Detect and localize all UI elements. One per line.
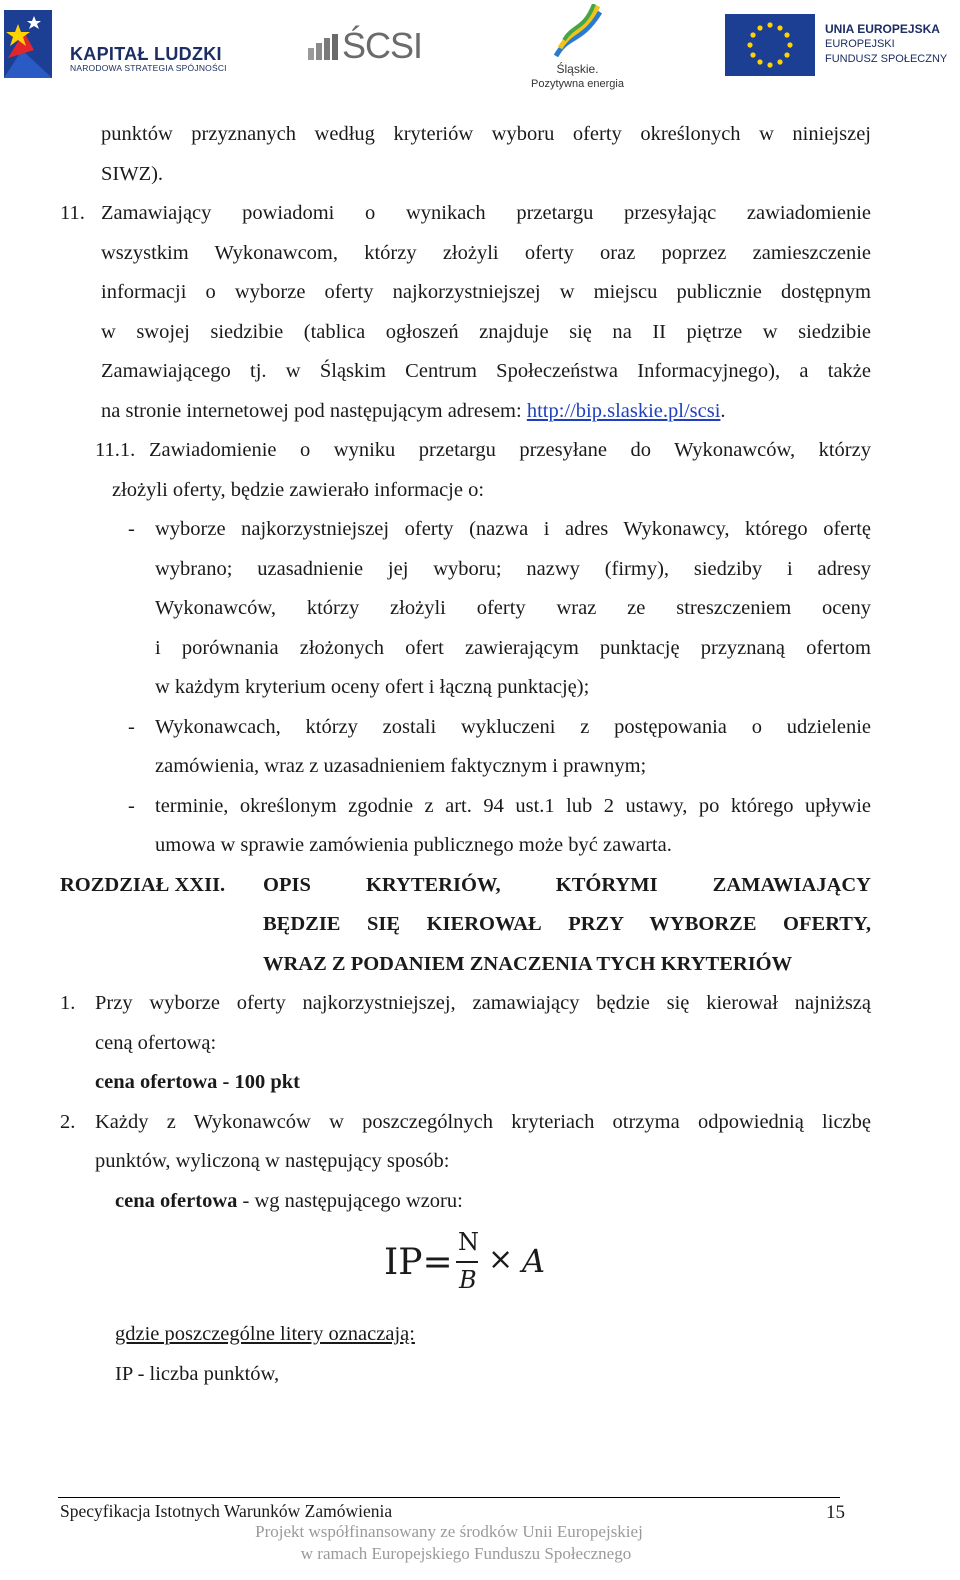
bullet-3-dash: - (128, 795, 135, 817)
c2-line-1: Każdy z Wykonawców w poszczególnych kryteriach otrzyma odpowiednią liczbę (95, 1111, 871, 1133)
p11-line-1: Zamawiający powiadomi o wynikach przetargu przesyłając zawiadomienie (101, 202, 871, 224)
eu-line1: UNIA EUROPEJSKA (825, 22, 940, 36)
p11-line-2: wszystkim Wykonawcom, którzy złożyli oferty oraz poprzez zamieszczenie (101, 242, 871, 264)
bullet-1-dash: - (128, 518, 135, 540)
c2-line-2: punktów, wyliczoną w następujący sposób: (95, 1150, 450, 1172)
footer-divider (58, 1497, 840, 1498)
scsi-bars-icon (308, 34, 342, 60)
p11-line-3: informacji o wyborze oferty najkorzystniejszej w miejscu publicznie dostępnym (101, 281, 871, 303)
p11-line-4: w swojej siedzibie (tablica ogłoszeń znajduje się na II piętrze w siedzibie (101, 321, 871, 343)
slaskie-logo (520, 4, 635, 92)
p10-line-1: punktów przyznanych według kryteriów wyboru oferty określonych w niniejszej (101, 123, 871, 145)
slaskie-subtitle: Pozytywna energia (531, 78, 624, 90)
c1-line-1: Przy wyborze oferty najkorzystniejszej, zamawiający będzie się kierował najniższą (95, 992, 871, 1014)
formula-lhs: IP= (384, 1242, 453, 1283)
c2-criterion-rest: - wg następującego wzoru: (237, 1190, 463, 1212)
kapital-ludzki-title: KAPITAŁ LUDZKI (70, 44, 222, 64)
formula-factor: A (522, 1242, 546, 1280)
p11-line-6 (101, 396, 726, 426)
header-logos (0, 0, 960, 100)
kapital-ludzki-subtitle: NARODOWA STRATEGIA SPÓJNOŚCI (70, 63, 227, 73)
points-formula (384, 1228, 554, 1298)
bullet-3-line-2: umowa w sprawie zamówienia publicznego może być zawarta. (155, 834, 672, 856)
formula-denominator: B (459, 1266, 477, 1294)
footer-note-line-2: w ramach Europejskiego Funduszu Społecznego (300, 1544, 632, 1563)
p111-line-2: złożyli oferty, będzie zawierało informacje o: (112, 479, 485, 501)
bullet-2-line-1: Wykonawcach, którzy zostali wykluczeni z postępowania o udzielenie (155, 716, 871, 738)
p11-line-5: Zamawiającego tj. w Śląskim Centrum Społeczeństwa Informacyjnego), a także (101, 360, 871, 382)
bullet-1-line-4: i porównania złożonych ofert zawierającym punktację przyznaną ofertom (155, 637, 871, 659)
footer-doc-title: Specyfikacja Istotnych Warunków Zamówienia (60, 1501, 393, 1521)
bullet-3-line-1: terminie, określonym zgodnie z art. 94 ust.1 lub 2 ustawy, po którego upływie (155, 795, 871, 817)
c1-criterion: cena ofertowa - 100 pkt (95, 1071, 300, 1093)
footer-page-number: 15 (826, 1502, 845, 1523)
bullet-1-line-1: wyborze najkorzystniejszej oferty (nazwa i adres Wykonawcy, którego ofertę (155, 518, 871, 540)
kapital-ludzki-flag-icon (4, 10, 52, 78)
c1-line-2: ceną ofertową: (95, 1032, 217, 1054)
bip-link[interactable]: http://bip.slaskie.pl/scsi (526, 400, 721, 422)
formula-times: × (488, 1242, 514, 1277)
c1-number: 1. (60, 992, 76, 1014)
p111-line-1: Zawiadomienie o wyniku przetargu przesyłane do Wykonawców, którzy (149, 439, 871, 461)
scsi-text: ŚCSI (342, 25, 423, 66)
eu-logo (725, 14, 955, 76)
bullet-1-line-3: Wykonawców, którzy złożyli oferty wraz ze streszczeniem oceny (155, 597, 871, 619)
scsi-logo (308, 26, 440, 66)
bullet-1-line-5: w każdym kryterium oceny ofert i łączną punktację); (155, 676, 590, 698)
bullet-1-line-2: wybrano; uzasadnienie jej wyboru; nazwy (firmy), siedziby i adresy (155, 558, 871, 580)
chapter-title-line-2: BĘDZIE SIĘ KIEROWAŁ PRZY WYBORZE OFERTY, (263, 913, 871, 935)
formula-fraction-bar (456, 1261, 478, 1263)
slaskie-title: Śląskie. (556, 62, 599, 76)
c2-number: 2. (60, 1111, 76, 1133)
eu-line3: FUNDUSZ SPOŁECZNY (825, 53, 948, 65)
p11-line-6-end: . (720, 400, 726, 422)
eu-flag-icon (725, 14, 815, 76)
c2-criterion-name: cena ofertowa (115, 1190, 238, 1212)
bullet-2-dash: - (128, 716, 135, 738)
p11-line-6-text: na stronie internetowej pod następującym adresem: (101, 400, 527, 422)
kapital-ludzki-logo (4, 10, 254, 82)
footer-note-line-1: Projekt współfinansowany ze środków Unii Europejskiej (255, 1522, 643, 1541)
p111-number: 11.1. (95, 439, 136, 461)
chapter-title-line-3: WRAZ Z PODANIEM ZNACZENIA TYCH KRYTERIÓW (263, 953, 793, 975)
slaskie-wave-icon (550, 4, 606, 62)
bullet-2-line-2: zamówienia, wraz z uzasadnieniem faktycznym i prawnym; (155, 755, 647, 777)
c2-criterion-line (115, 1186, 463, 1216)
eu-line2: EUROPEJSKI (825, 38, 895, 50)
chapter-title-line-1: OPIS KRYTERIÓW, KTÓRYMI ZAMAWIAJĄCY (263, 874, 871, 896)
p11-number: 11. (60, 202, 85, 224)
legend-ip: IP - liczba punktów, (115, 1363, 280, 1385)
formula-numerator: N (458, 1228, 479, 1256)
legend-title: gdzie poszczególne litery oznaczają: (115, 1323, 415, 1345)
chapter-label: ROZDZIAŁ XXII. (60, 874, 226, 896)
p10-line-2: SIWZ). (101, 163, 164, 185)
